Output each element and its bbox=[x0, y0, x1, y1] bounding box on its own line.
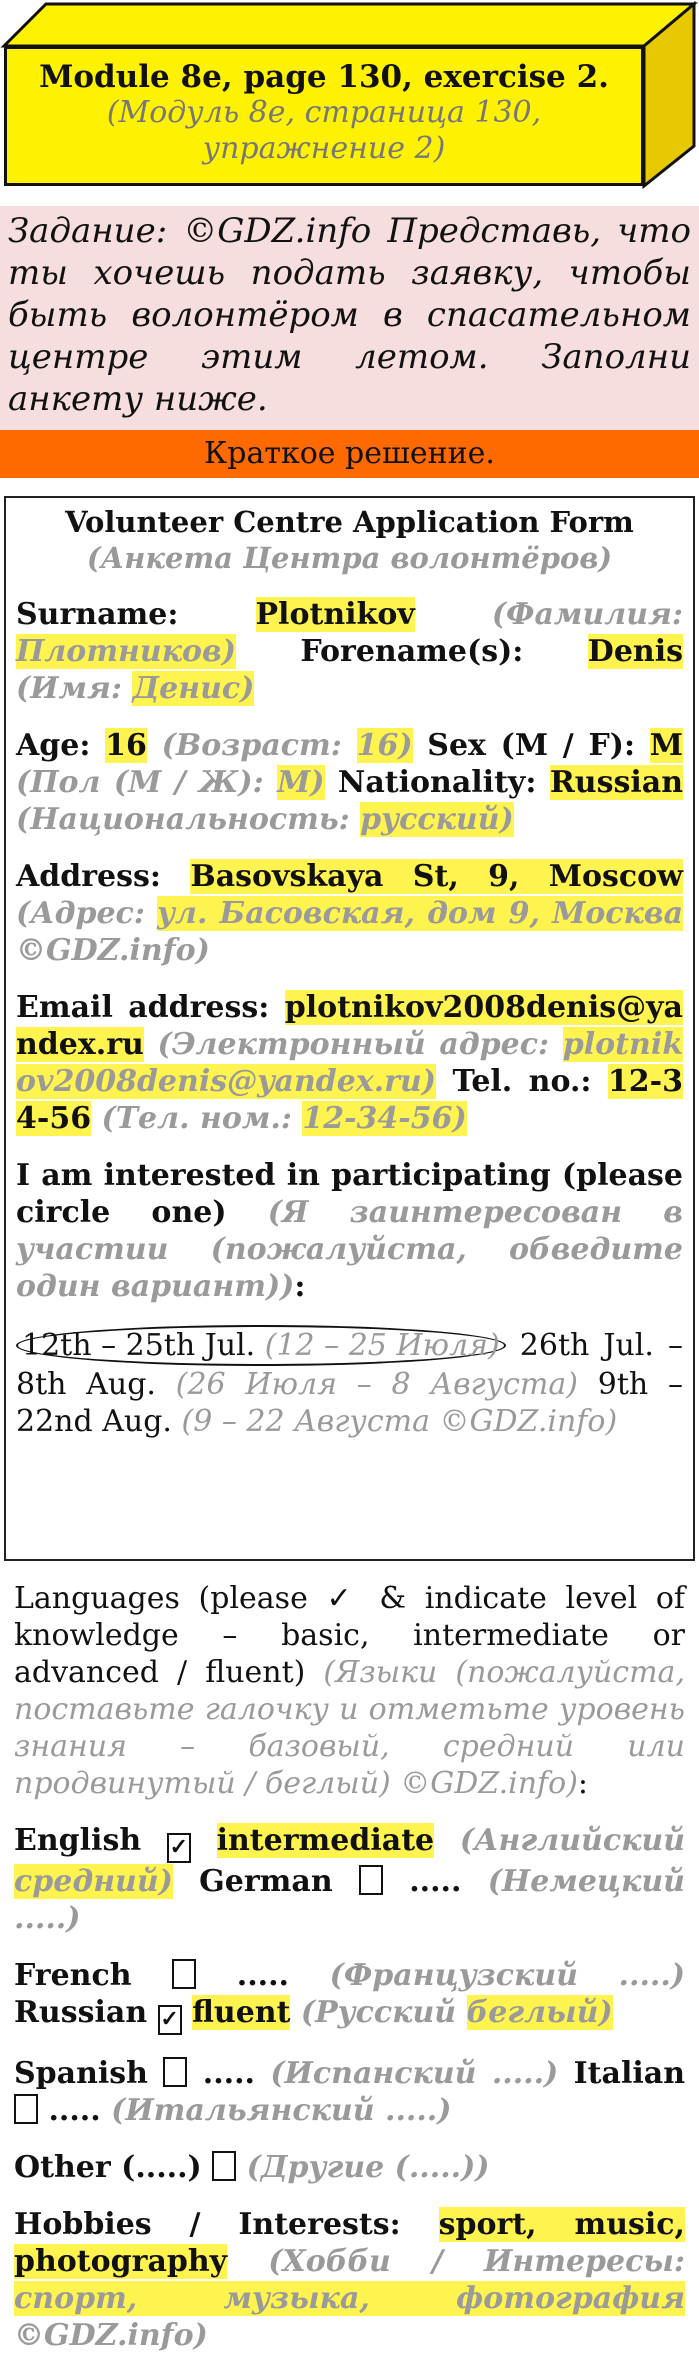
german-ru: (Немецкий .....) bbox=[14, 1864, 685, 1936]
forename-ru-a: (Имя: bbox=[16, 671, 123, 706]
surname-label: Surname: bbox=[16, 597, 179, 632]
age-label: Age: bbox=[16, 728, 91, 763]
sex-ru-b: М) bbox=[277, 765, 325, 800]
english-level: intermediate bbox=[216, 1823, 435, 1858]
address-ru-a: (Адрес: bbox=[16, 896, 145, 931]
task-text: Задание: ©GDZ.info Представь, что ты хочешь подать заявку, чтобы быть волонтёром в спасательном центре этим летом. Заполни анкету ниже. bbox=[0, 206, 699, 430]
tel-value: 12-34-56 bbox=[16, 1064, 683, 1136]
form-title-ru: (Анкета Центра волонтёров) bbox=[86, 541, 613, 575]
hobbies-ru-b: спорт, музыка, фотография bbox=[14, 2281, 685, 2316]
address-block bbox=[16, 858, 683, 969]
other-checkbox[interactable] bbox=[212, 2151, 236, 2181]
address-ru-c: ©GDZ.info) bbox=[16, 933, 210, 968]
forename-label: Forename(s): bbox=[300, 634, 524, 669]
email-label: Email address: bbox=[16, 990, 270, 1025]
lang-english-german bbox=[14, 1822, 685, 1937]
russian-ru-b: беглый) bbox=[466, 1995, 613, 2030]
surname-ru-b: Плотников) bbox=[16, 634, 236, 669]
sex-ru-a: (Пол (М / Ж): bbox=[16, 765, 264, 800]
tel-ru-a: (Тел. ном.: bbox=[101, 1101, 292, 1136]
header-box bbox=[0, 0, 699, 200]
hobbies-ru-a: (Хобби / Интересы: bbox=[268, 2244, 685, 2279]
email-ru-a: (Электронный адрес: bbox=[157, 1027, 550, 1062]
interest-label: I am interested in participating (please circle one) bbox=[16, 1158, 683, 1230]
sex-value: M bbox=[649, 728, 683, 763]
short-solution-label: Краткое решение. bbox=[0, 430, 699, 478]
english-ru-b: средний) bbox=[14, 1864, 173, 1899]
french-dots: ..... bbox=[236, 1958, 290, 1993]
spanish-label: Spanish bbox=[14, 2056, 148, 2091]
address-ru-b: ул. Басовская, дом 9, Москва bbox=[157, 896, 684, 931]
surname-ru-a: (Фамилия: bbox=[491, 597, 683, 632]
tel-label: Tel. no.: bbox=[452, 1064, 592, 1099]
german-checkbox[interactable] bbox=[359, 1865, 383, 1895]
russian-label: Russian bbox=[14, 1995, 148, 2030]
french-label: French bbox=[14, 1958, 132, 1993]
french-checkbox[interactable] bbox=[172, 1959, 196, 1989]
header-subtitle-1: (Модуль 8е, страница 130, bbox=[106, 95, 542, 130]
russian-ru-a: (Русский bbox=[300, 1995, 457, 2030]
italian-dots: ..... bbox=[48, 2093, 101, 2128]
period-1-circled bbox=[16, 1325, 506, 1366]
spanish-ru: (Испанский .....) bbox=[270, 2056, 559, 2091]
nationality-label: Nationality: bbox=[337, 765, 537, 800]
period-3-ru: (9 – 22 Августа ©GDZ.info) bbox=[181, 1404, 618, 1439]
period-1-ru: (12 – 25 Июля) bbox=[264, 1328, 500, 1363]
italian-ru: (Итальянский .....) bbox=[111, 2093, 452, 2128]
other-label: Other (.....) bbox=[14, 2150, 202, 2185]
email-block bbox=[16, 989, 683, 1137]
languages-intro: Languages (please ✓ & indicate level of knowledge – basic, intermediate or advanced / fluent) bbox=[14, 1581, 685, 1690]
sex-label: Sex (M / F): bbox=[427, 728, 636, 763]
italian-checkbox[interactable] bbox=[14, 2094, 38, 2124]
interest-colon: : bbox=[294, 1269, 306, 1304]
hobbies-label: Hobbies / Interests: bbox=[14, 2207, 401, 2242]
email-value: plotnikov2008denis@yandex.ru bbox=[16, 990, 683, 1062]
age-ru-a: (Возраст: bbox=[161, 728, 342, 763]
forename-ru-b: Денис) bbox=[132, 671, 255, 706]
age-ru-b: 16) bbox=[356, 728, 413, 763]
surname-value: Plotnikov bbox=[255, 597, 415, 632]
header-subtitle-2: упражнение 2) bbox=[202, 131, 446, 166]
hobbies-ru-c: ©GDZ.info) bbox=[14, 2318, 208, 2353]
russian-checkbox[interactable]: ✓ bbox=[158, 2005, 182, 2035]
application-form-continued bbox=[4, 1580, 695, 2370]
lang-other bbox=[14, 2149, 685, 2186]
hobbies-block bbox=[14, 2206, 685, 2354]
header-title: Module 8e, page 130, exercise 2. bbox=[39, 59, 609, 95]
age-value: 16 bbox=[105, 728, 147, 763]
languages-intro-ru: (Языки (пожалуйста, поставьте галочку и отметьте уровень знания – базовый, средний или продвинутый / беглый) ©GDZ.info) bbox=[14, 1655, 685, 1801]
header-front bbox=[4, 46, 644, 186]
english-checkbox[interactable]: ✓ bbox=[167, 1833, 191, 1863]
period-1: 12th – 25th Jul. bbox=[22, 1328, 256, 1363]
nationality-value: Russian bbox=[549, 765, 684, 800]
spanish-checkbox[interactable] bbox=[163, 2057, 187, 2087]
english-label: English bbox=[14, 1823, 142, 1858]
email-ru-b: plotnikov2008denis@yandex.ru) bbox=[16, 1027, 683, 1099]
form-title: Volunteer Centre Application Form bbox=[65, 505, 634, 539]
tel-ru-b: 12-34-56) bbox=[302, 1101, 467, 1136]
period-block bbox=[16, 1325, 683, 1440]
nationality-ru-b: русский) bbox=[360, 802, 514, 837]
address-label: Address: bbox=[16, 859, 161, 894]
other-ru: (Другие (.....)) bbox=[246, 2150, 490, 2185]
application-form bbox=[4, 496, 695, 1561]
languages-intro-block: Languages (please ✓ & indicate level of knowledge – basic, intermediate or advanced / fluent) (Языки (пожалуйста, поставьте галочку и отметьте уровень знания – базовый, средний или продвинутый / беглый) ©GDZ.info): bbox=[14, 1581, 685, 1801]
spanish-dots: ..... bbox=[202, 2056, 255, 2091]
lang-french-russian bbox=[14, 1957, 685, 2035]
address-value: Basovskaya St, 9, Moscow bbox=[190, 859, 683, 894]
interest-ru: (Я заинтересован в участии (пожалуйста, обведите один вариант)) bbox=[16, 1195, 683, 1304]
russian-level: fluent bbox=[192, 1995, 291, 2030]
interest-block bbox=[16, 1157, 683, 1305]
lang-spanish-italian bbox=[14, 2055, 685, 2129]
french-ru: (Французский .....) bbox=[329, 1958, 685, 1993]
german-dots: ..... bbox=[409, 1864, 462, 1899]
italian-label: Italian bbox=[573, 2056, 686, 2091]
german-label: German bbox=[199, 1864, 333, 1899]
english-ru-a: (Английский bbox=[459, 1823, 686, 1858]
forename-value: Denis bbox=[587, 634, 683, 669]
period-2: 26th Jul. – 8th Aug. bbox=[16, 1328, 683, 1402]
age-block bbox=[16, 727, 683, 838]
surname-block bbox=[16, 596, 683, 707]
period-2-ru: (26 Июля – 8 Августа) bbox=[175, 1367, 578, 1402]
hobbies-value: sport, music, photography bbox=[14, 2207, 685, 2279]
period-3: 9th – 22nd Aug. bbox=[16, 1367, 683, 1439]
nationality-ru-a: (Национальность: bbox=[16, 802, 350, 837]
